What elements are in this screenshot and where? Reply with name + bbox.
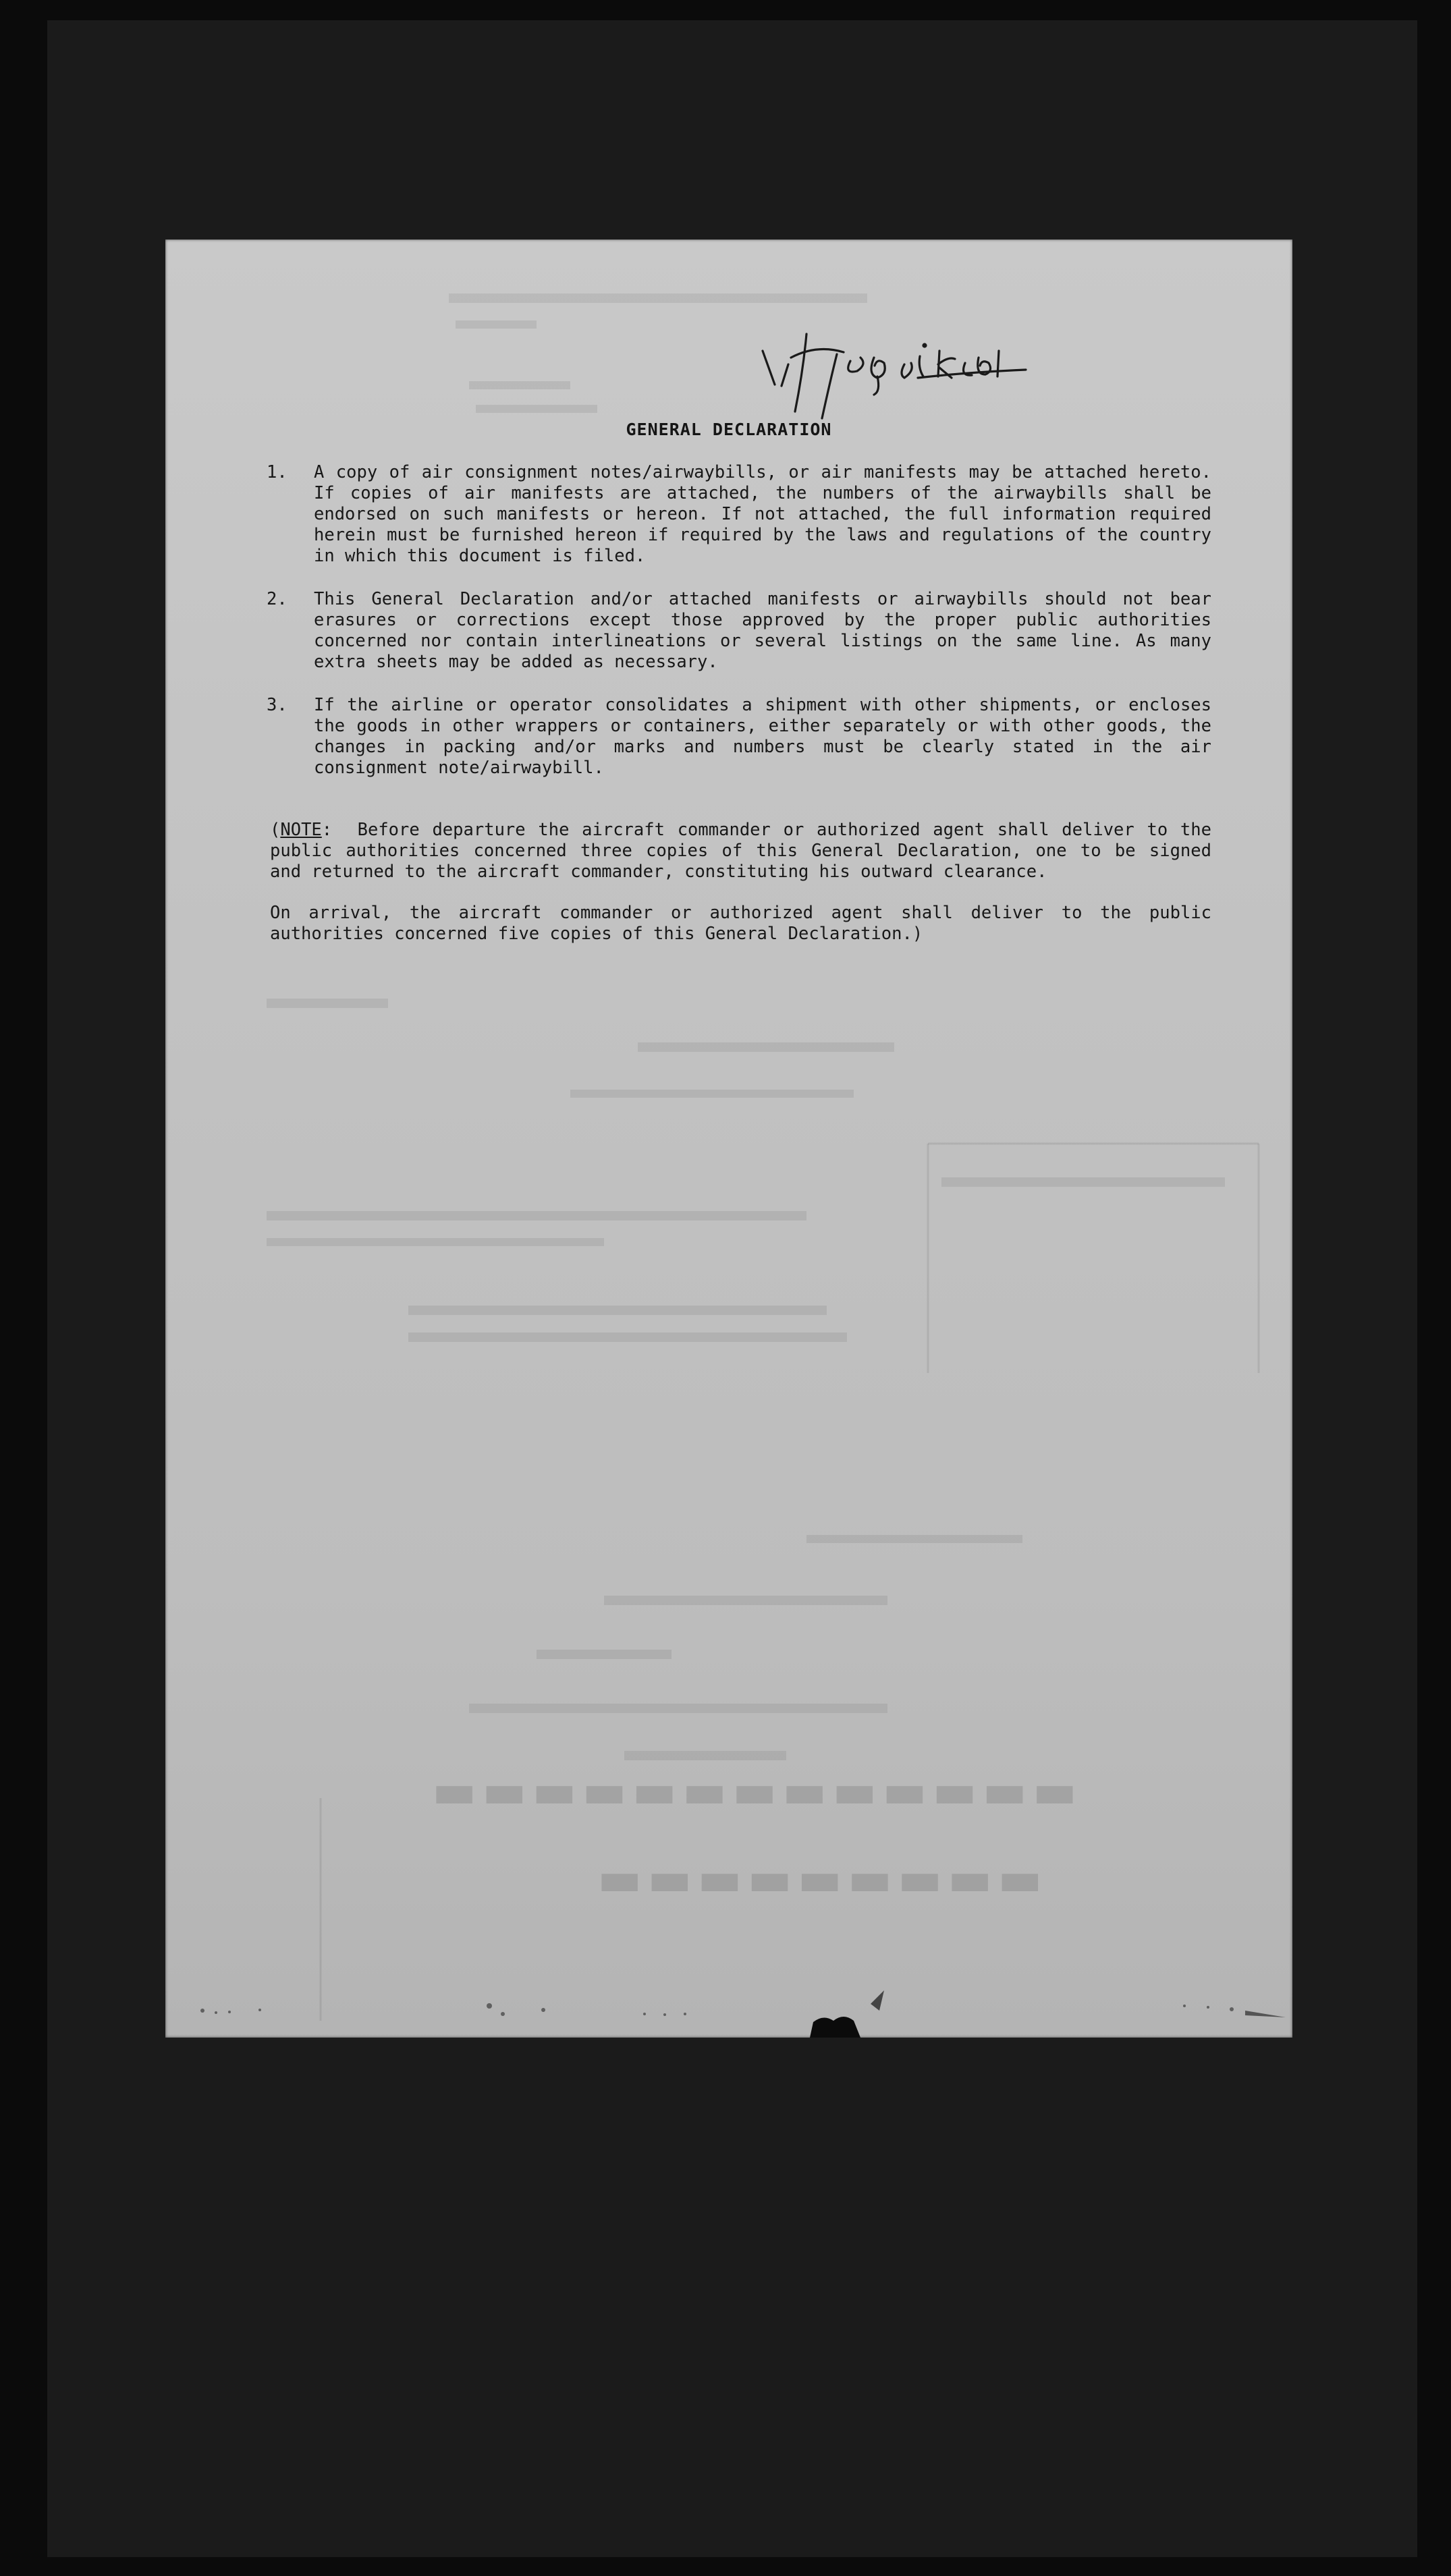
- clause-number: 2.: [267, 589, 288, 609]
- note-departure-text: Before departure the aircraft commander or authorized agent shall deliver to the public authorities concerned three copies of this General Declaration, one to be signed and returned to the aircraft commander, constituting his outward clearance.: [270, 820, 1211, 882]
- note-open-paren: (: [270, 820, 281, 840]
- note-arrival-text: On arrival, the aircraft commander or authorized agent shall deliver to the public authorities concerned five copies of this General Declaration.): [270, 903, 1211, 944]
- clause-item: [267, 695, 1211, 779]
- document-page: [165, 240, 1292, 2038]
- note-label: NOTE: [280, 820, 322, 840]
- note-departure: [270, 820, 1211, 883]
- clause-item: [267, 589, 1211, 673]
- bleed-through-heading: ▬▬▬▬▬▬▬▬▬: [597, 1859, 1048, 1914]
- clause-number: 3.: [267, 695, 288, 715]
- bleed-through-heading: ▬▬▬▬▬▬▬▬▬▬▬▬▬: [432, 1771, 1083, 1826]
- clause-item: [267, 462, 1211, 567]
- note-arrival: [270, 903, 1211, 945]
- clause-text: This General Declaration and/or attached manifests or airwaybills should not bear erasures or corrections except those approved by the proper public authorities concerned nor contain interlineations or several listings on the same line. As many extra sheets may be added as necessary.: [314, 589, 1211, 672]
- clause-number: 1.: [267, 462, 288, 482]
- clause-list: [267, 462, 1211, 801]
- note-colon: :: [321, 820, 333, 840]
- note-section: [270, 820, 1211, 965]
- clause-text: A copy of air consignment notes/airwaybills, or air manifests may be attached hereto. If copies of air manifests are attached, the numbers of the airwaybills shall be endorsed on such manifests or hereon. If not attached, the full information required herein must be furnished hereon if required by the laws and regulations of the country in which this document is filed.: [314, 462, 1211, 566]
- document-title: GENERAL DECLARATION: [626, 420, 832, 439]
- clause-text: If the airline or operator consolidates a shipment with other shipments, or encloses the goods in other wrappers or containers, either separately or with other goods, the changes in packing and/or marks and numbers must be clearly stated in the air consignment note/airwaybill.: [314, 695, 1211, 778]
